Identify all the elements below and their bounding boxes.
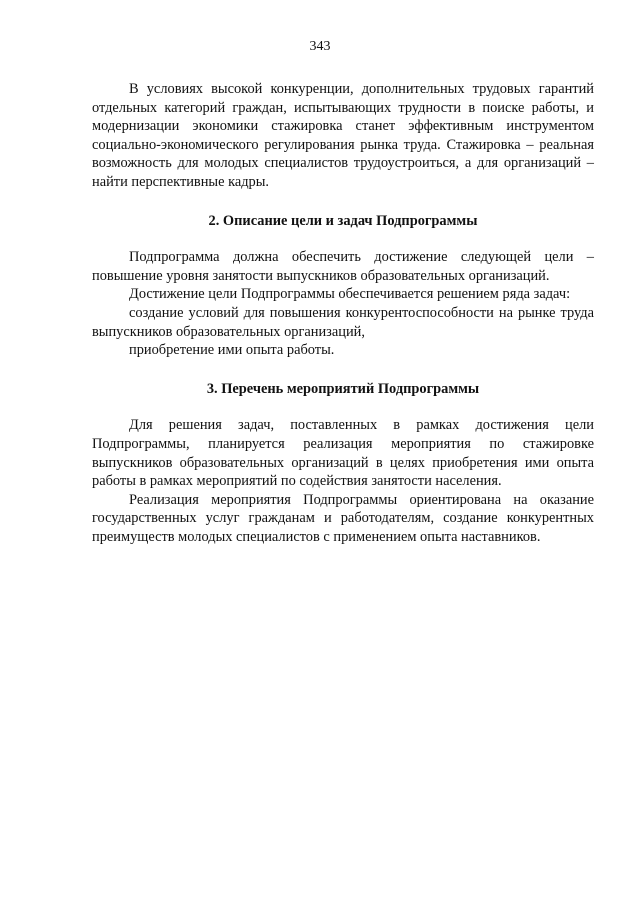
- section-3-heading: 3. Перечень мероприятий Подпрограммы: [206, 380, 480, 397]
- section-2-paragraph: создание условий для повышения конкурентоспособности на рынке труда выпускников образовательных организаций,: [92, 304, 594, 340]
- intro-paragraph: В условиях высокой конкуренции, дополнительных трудовых гарантий отдельных категорий граждан, испытывающих трудности в поиске работы, и модернизации экономики стажировка станет эффективным инструментом социально-экономического регулирования рынка труда. Стажировка – реальная возможность для молодых специалистов трудоустроиться, а для организаций – найти перспективные кадры.: [92, 81, 594, 190]
- section-3-paragraph: Для решения задач, поставленных в рамках достижения цели Подпрограммы, планируется реализация мероприятия по стажировке выпускников образовательных организаций в целях приобретения ими опыта работы в рамках мероприятий по содействия занятости населения.: [92, 417, 594, 490]
- section-2-paragraph: Достижение цели Подпрограммы обеспечивается решением ряда задач:: [129, 286, 571, 303]
- section-2-paragraph: приобретение ими опыта работы.: [129, 342, 335, 359]
- section-3-paragraph: Реализация мероприятия Подпрограммы ориентирована на оказание государственных услуг гражданам и работодателям, создание конкурентных преимуществ молодых специалистов с применением опыта наставников.: [92, 491, 594, 545]
- section-2-paragraph: Подпрограмма должна обеспечить достижение следующей цели – повышение уровня занятости выпускников образовательных организаций.: [92, 249, 594, 284]
- page-body: [92, 80, 594, 546]
- page-number: 343: [309, 39, 331, 54]
- section-2-heading: 2. Описание цели и задач Подпрограммы: [208, 212, 478, 229]
